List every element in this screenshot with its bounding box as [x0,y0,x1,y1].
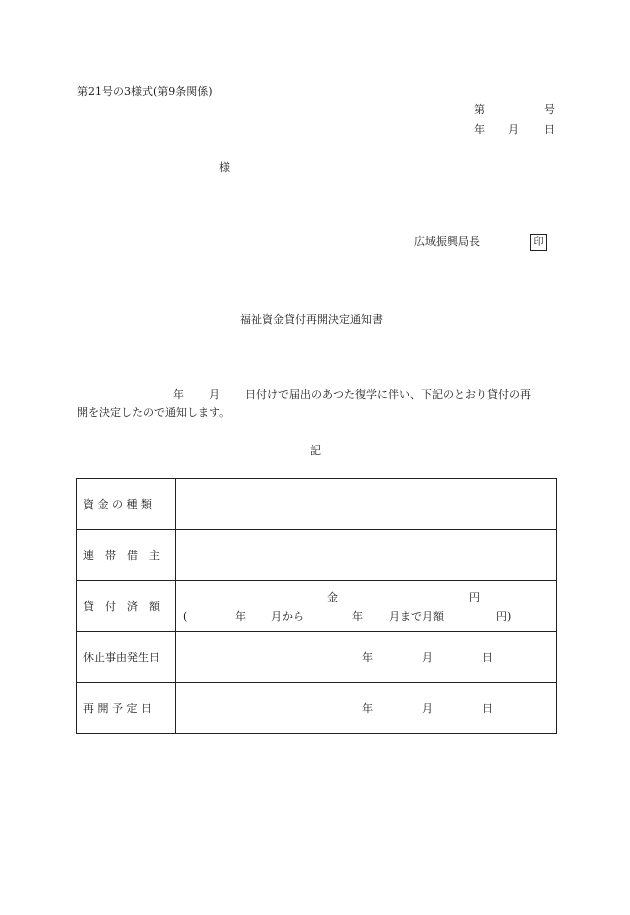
date-month: 月 [422,651,433,664]
date-day: 日 [482,702,493,715]
form-number: 第21号の3様式(第9条関係) [77,85,213,98]
from-month: 月から [271,610,304,623]
row-label-cell [77,479,176,530]
row-label: 再 開 予 定 日 [83,702,152,715]
table-row [77,683,557,734]
table-row [77,581,557,632]
date-day: 日 [482,651,493,664]
row-label-cell [77,581,176,632]
row-label-cell [77,632,176,683]
body-line2: 開を決定したので通知します。 [77,406,231,419]
ki-heading: 記 [310,444,321,457]
suspension-date-value [176,632,557,683]
doc-number-prefix: 第 [474,103,485,116]
date-year: 年 [474,123,485,136]
seal-mark: 印 [530,234,547,251]
body-year: 年 [173,388,184,401]
monthly-yen: 円) [496,610,512,623]
details-table [76,478,557,734]
to-month: 月まで月額 [389,610,444,623]
amount-kin: 金 [327,591,338,604]
doc-number-suffix: 号 [544,103,555,116]
date-month: 月 [422,702,433,715]
table-row [77,632,557,683]
joint-borrower-value [176,530,557,581]
body-month: 月 [209,388,220,401]
amount-yen: 円 [469,591,480,604]
loaned-amount-value [176,581,557,632]
paren-open: ( [183,610,188,623]
body-line1: 日付けで届出のあつた復学に伴い、下記のとおり貸付の再 [245,388,531,401]
table-row [77,479,557,530]
date-year: 年 [362,702,373,715]
addressee-suffix: 様 [219,161,230,174]
date-year: 年 [362,651,373,664]
issuer-title: 広域振興局長 [414,235,480,248]
to-year: 年 [352,610,363,623]
from-year: 年 [235,610,246,623]
row-label-cell [77,683,176,734]
table-row [77,530,557,581]
row-label: 休止事由発生日 [83,651,160,664]
row-label: 貸 付 済 額 [83,600,160,613]
date-day: 日 [544,123,555,136]
fund-type-value [176,479,557,530]
resume-date-value [176,683,557,734]
document-title: 福祉資金貸付再開決定通知書 [240,313,383,326]
date-month: 月 [508,123,519,136]
row-label-cell [77,530,176,581]
row-label: 連 帯 借 主 [83,549,160,562]
row-label: 資 金 の 種 類 [83,498,152,511]
